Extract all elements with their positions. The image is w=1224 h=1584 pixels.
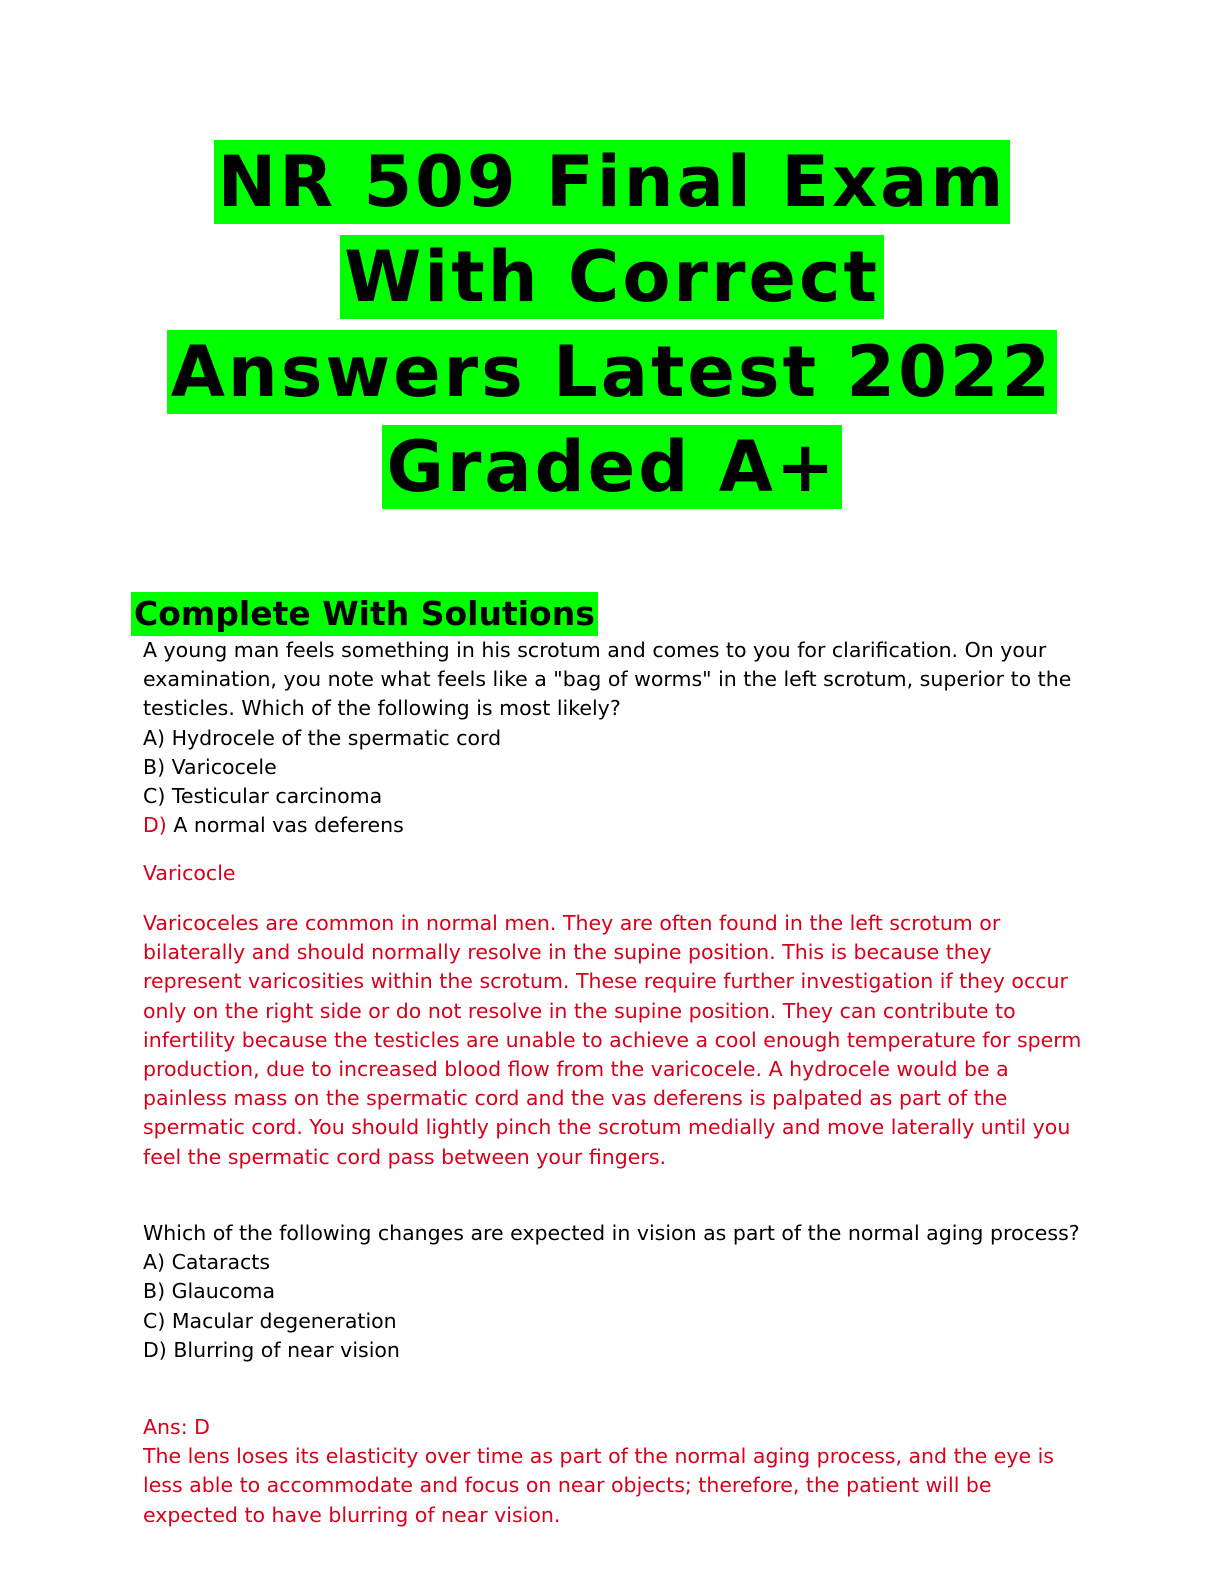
- option-text: Varicocele: [171, 754, 277, 779]
- question-1-option-c: [143, 782, 1083, 811]
- question-1-option-d: [143, 811, 1083, 840]
- option-letter: C): [143, 784, 166, 809]
- option-text: Hydrocele of the spermatic cord: [171, 725, 502, 750]
- question-2-answer-label: Ans: D: [143, 1415, 210, 1439]
- question-1: [143, 636, 1083, 840]
- option-text: Blurring of near vision: [173, 1337, 400, 1362]
- option-text: Cataracts: [171, 1250, 271, 1275]
- question-1-answer-label: Varicocle: [143, 861, 236, 885]
- title-line-2: With Correct: [340, 235, 884, 319]
- question-1-option-a: [143, 724, 1083, 753]
- title-line-4: Graded A+: [382, 425, 841, 509]
- question-2-option-b: [143, 1277, 1083, 1306]
- question-2-stem: Which of the following changes are expected in vision as part of the normal aging process?: [143, 1221, 1080, 1245]
- title-line-1: NR 509 Final Exam: [214, 140, 1011, 224]
- option-text: Macular degeneration: [171, 1308, 397, 1333]
- question-2-answer: [143, 1413, 1083, 1530]
- option-letter: A): [143, 725, 166, 750]
- question-2-explanation: The lens loses its elasticity over time as part of the normal aging process, and the eye is less able to accommodate and focus on near objects; therefore, the patient will be expected to have blurring of near vision.: [143, 1444, 1054, 1527]
- option-text: A normal vas deferens: [173, 813, 404, 838]
- question-1-stem: A young man feels something in his scrotum and comes to you for clarification. On your examination, you note what feels like a "bag of worms" in the left scrotum, superior to the testicles. Which of the following is most likely?: [143, 638, 1072, 721]
- option-letter: D): [143, 1337, 167, 1362]
- option-text: Glaucoma: [171, 1279, 276, 1304]
- question-2: [143, 1219, 1083, 1365]
- option-letter: B): [143, 754, 166, 779]
- option-letter: D): [143, 813, 167, 838]
- question-2-option-c: [143, 1307, 1083, 1336]
- question-1-option-b: [143, 753, 1083, 782]
- option-letter: B): [143, 1279, 166, 1304]
- option-text: Testicular carcinoma: [171, 784, 383, 809]
- subtitle: Complete With Solutions: [131, 592, 598, 636]
- question-2-option-a: [143, 1248, 1083, 1277]
- question-2-option-d: [143, 1336, 1083, 1365]
- option-letter: A): [143, 1250, 166, 1275]
- title-line-3: Answers Latest 2022: [167, 330, 1057, 414]
- option-letter: C): [143, 1308, 166, 1333]
- question-1-explanation: Varicoceles are common in normal men. They are often found in the left scrotum or bilaterally and should normally resolve in the supine position. This is because they represent varicosities within the scrotum. These require further investigation if they occur only on the right side or do not resolve in the supine position. They can contribute to infertility because the testicles are unable to achieve a cool enough temperature for sperm production, due to increased blood flow from the varicocele. A hydrocele would be a painless mass on the spermatic cord and the vas deferens is palpated as part of the spermatic cord. You should lightly pinch the scrotum medially and move laterally until you feel the spermatic cord pass between your fingers.: [143, 911, 1082, 1169]
- document-title: [0, 140, 1224, 520]
